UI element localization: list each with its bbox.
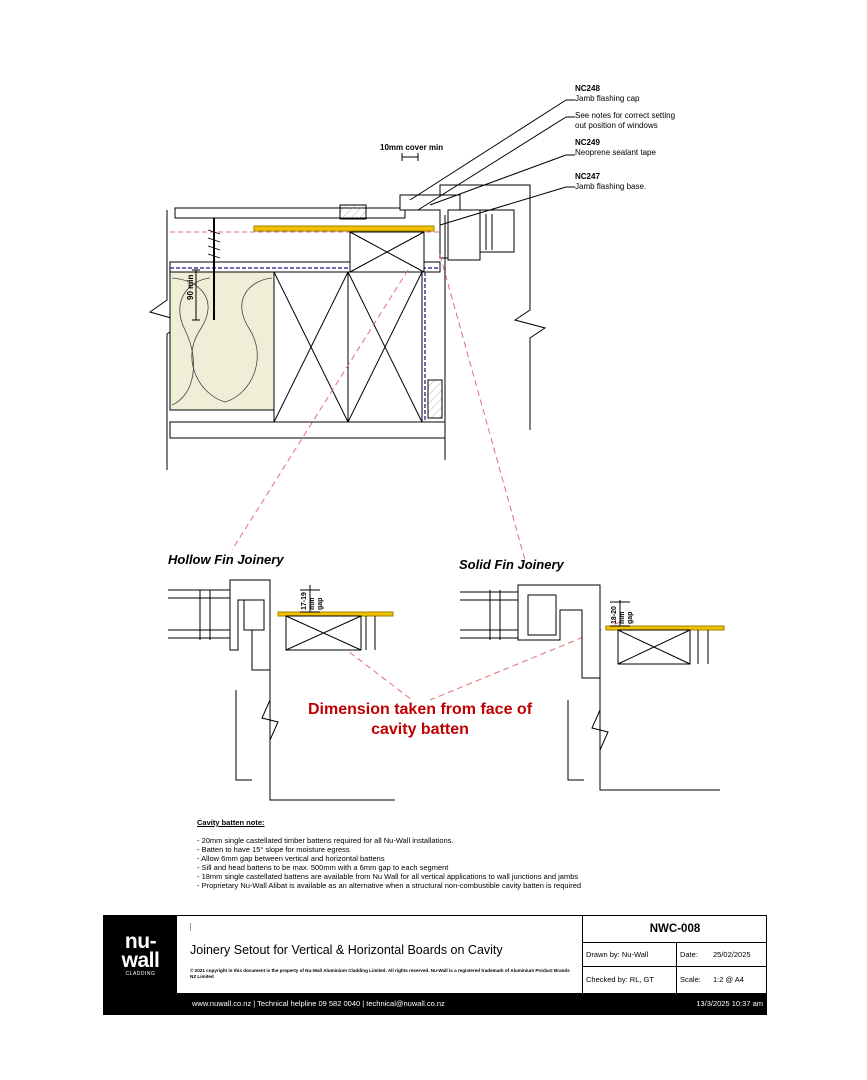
drawing-number: NWC-008 [583, 916, 767, 943]
label-nc247-desc: Jamb flashing base. [575, 182, 647, 191]
note-item: - Allow 6mm gap between vertical and horizontal battens [197, 854, 385, 863]
label-nc248: NC248 [575, 84, 600, 93]
date-label: Date: [680, 950, 698, 959]
drawn-by-value: Nu-Wall [621, 950, 649, 959]
row-drawn-date [583, 942, 767, 967]
label-90-min: 90 min [186, 274, 195, 300]
footer-contact: www.nuwall.co.nz | Technical helpline 09 582 0040 | technical@nuwall.co.nz [192, 999, 445, 1008]
label-nc249-desc: Neoprene sealant tape [575, 148, 656, 157]
nu-wall-logo [104, 916, 177, 993]
solid-fin-title: Solid Fin Joinery [459, 557, 564, 572]
date-value: 25/02/2025 [713, 950, 751, 959]
scale-value: 1:2 @ A4 [713, 975, 744, 984]
checked-by-value: RL, GT [629, 975, 654, 984]
solid-dim-3: gap [627, 611, 634, 624]
hollow-dim-3: gap [317, 597, 324, 610]
hollow-dim-2: mm [309, 597, 316, 610]
label-see-notes-1: See notes for correct setting [575, 111, 676, 120]
callout-line-2: cavity batten [371, 721, 469, 738]
note-item: - Sill and head battens to be max. 500mm with a 6mm gap to each segment [197, 863, 449, 872]
label-see-notes-2: out position of windows [575, 121, 658, 130]
note-item: - Proprietary Nu-Wall Alibat is available as an alternative when a structural non-combustible cavity batten is required [197, 881, 582, 890]
main-plan-section [150, 100, 575, 470]
checked-by-label: Checked by: [586, 975, 628, 984]
logo-line-2: wall [121, 949, 160, 972]
drawn-by-label: Drawn by: [586, 950, 620, 959]
label-nc247: NC247 [575, 172, 600, 181]
solid-fin-detail [460, 585, 724, 790]
dimension-callout [270, 700, 570, 740]
title-block [103, 915, 767, 994]
footer-timestamp: 13/3/2025 10:37 am [696, 999, 763, 1008]
logo-sub: CLADDING [125, 971, 156, 977]
title-block-info [582, 916, 767, 993]
note-item: - Batten to have 15° slope for moisture egress [197, 845, 350, 854]
row-checked-scale [583, 967, 767, 991]
title-tick [190, 923, 191, 931]
hollow-fin-detail [168, 580, 395, 800]
note-item: - 18mm single castellated battens are available from Nu Wall for all vertical applications to wall junctions and jambs [197, 872, 579, 881]
hollow-dim-1: 17-19 [301, 592, 308, 610]
hollow-fin-title: Hollow Fin Joinery [168, 552, 284, 567]
solid-dim-2: mm [619, 611, 626, 624]
note-item: - 20mm single castellated timber battens required for all Nu-Wall installations. [197, 836, 454, 845]
label-nc248-desc: Jamb flashing cap [575, 94, 640, 103]
logo-line-1: nu- [124, 930, 157, 953]
copyright-text: © 2021 copyright in this document is the property of Nu-Wall Aluminium Cladding Limited. All rights reserved. Nu-Wall is a registered trademark of Aluminium Product Brands NZ Limited [190, 968, 570, 979]
label-nc249: NC249 [575, 138, 600, 147]
label-cover-min: 10mm cover min [380, 143, 444, 152]
scale-label: Scale: [680, 975, 701, 984]
cavity-batten-notes [197, 818, 757, 890]
notes-title: Cavity batten note: [197, 818, 265, 827]
drawing-title: Joinery Setout for Vertical & Horizontal Boards on Cavity [190, 943, 503, 957]
callout-line-1: Dimension taken from face of [307, 701, 533, 718]
footer-bar [103, 993, 767, 1015]
solid-dim-1: 18-20 [611, 606, 618, 624]
